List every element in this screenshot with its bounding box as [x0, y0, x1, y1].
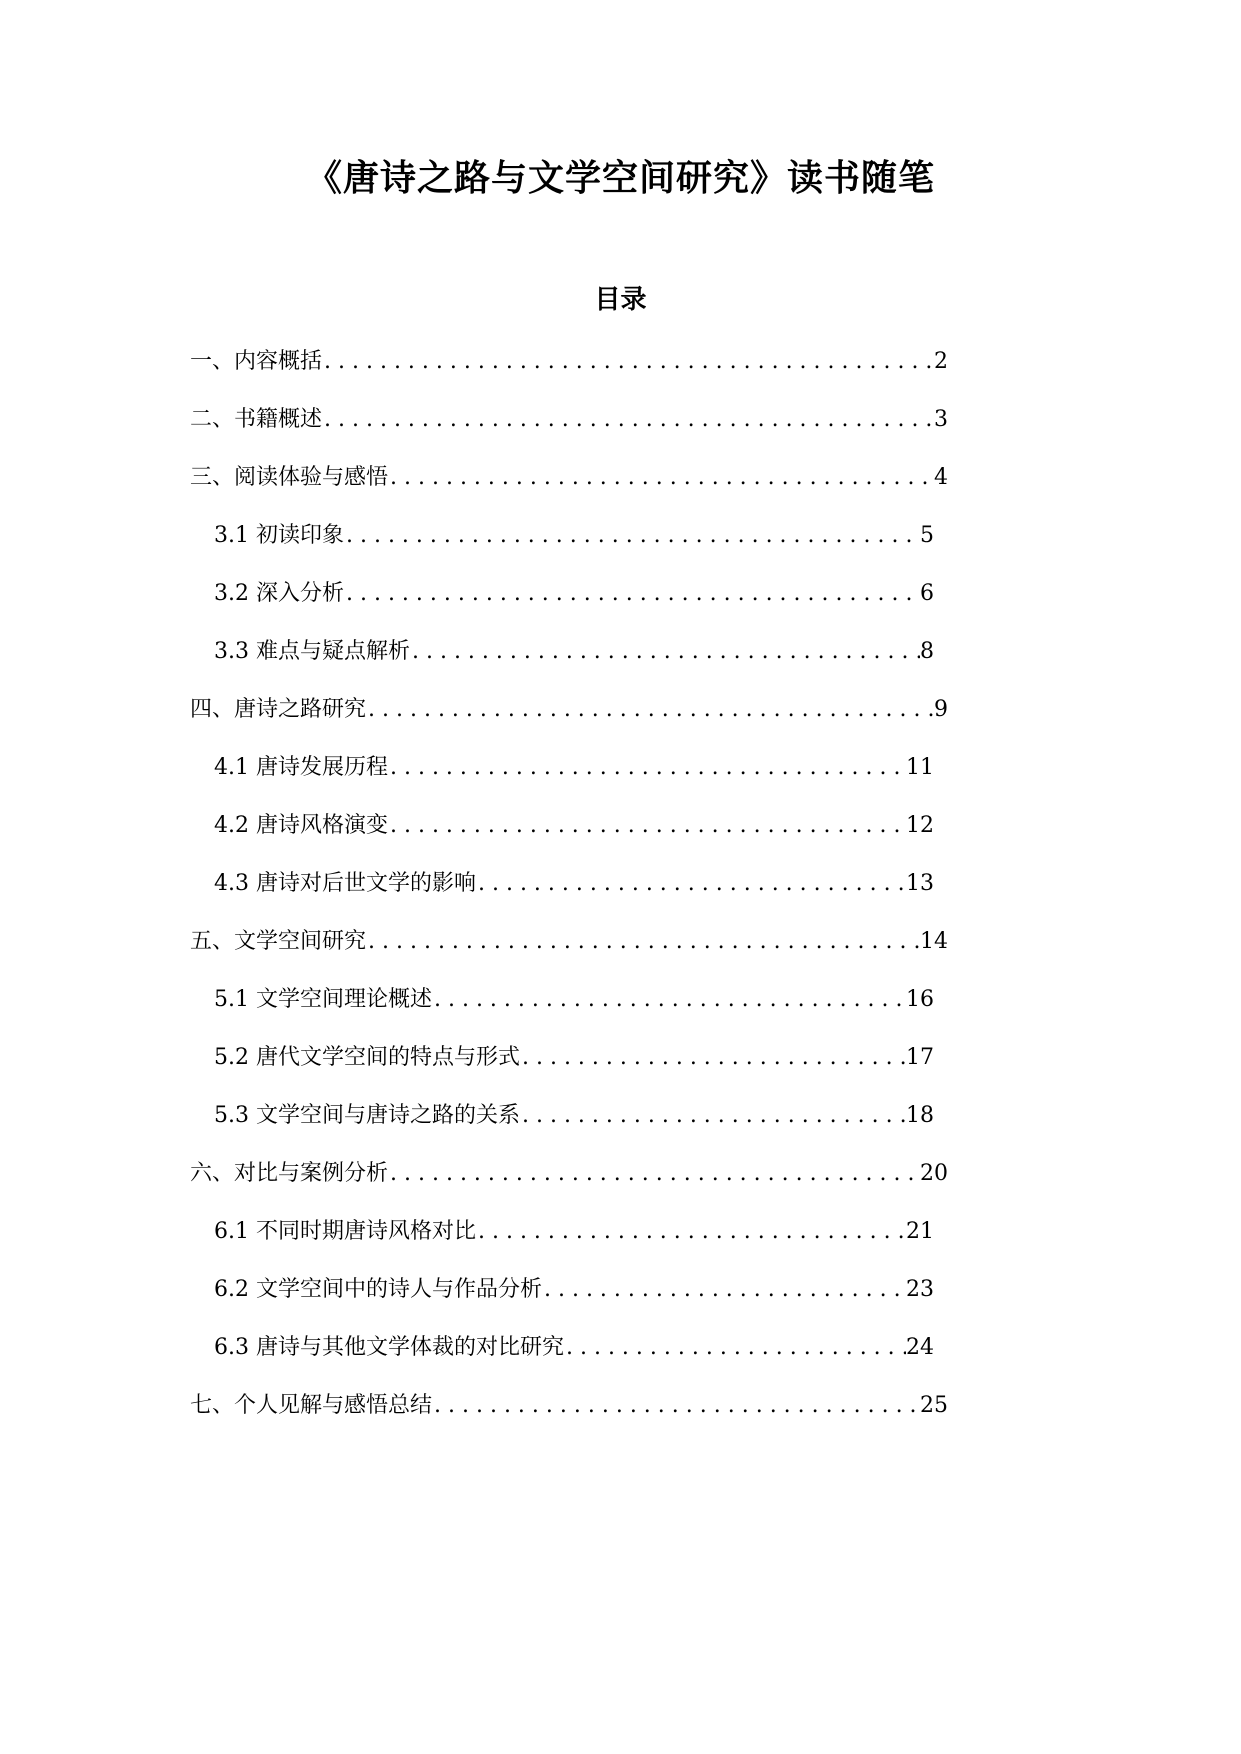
toc-entry[interactable]: [214, 980, 934, 1020]
toc-entry-label: 4.2 唐诗风格演变: [214, 813, 388, 838]
toc-entry-label: 6.1 不同时期唐诗风格对比: [214, 1219, 476, 1244]
toc-dot-leader: [366, 922, 920, 962]
toc-entry-label: 二、书籍概述: [190, 407, 323, 432]
toc-entry-page: 3: [934, 407, 948, 432]
toc-entry-page: 24: [906, 1335, 934, 1360]
toc-dot-leader: [564, 1328, 906, 1368]
toc-dot-leader: [388, 1154, 920, 1194]
toc-entry[interactable]: [190, 458, 948, 498]
toc-entry[interactable]: [190, 1154, 948, 1194]
toc-entry-page: 6: [920, 581, 934, 606]
toc-heading: 目录: [594, 285, 647, 315]
toc-dot-leader: [410, 632, 920, 672]
toc-entry-label: 三、阅读体验与感悟: [190, 465, 389, 490]
toc-dot-leader: [366, 690, 934, 730]
toc-entry[interactable]: [190, 342, 948, 382]
toc-entry-page: 2: [934, 349, 948, 374]
toc-entry-page: 14: [920, 929, 948, 954]
toc-dot-leader: [432, 980, 906, 1020]
toc-entry[interactable]: [214, 1096, 934, 1136]
toc-entry-page: 16: [906, 987, 934, 1012]
toc-entry-label: 4.1 唐诗发展历程: [214, 755, 388, 780]
toc-entry-label: 6.3 唐诗与其他文学体裁的对比研究: [214, 1335, 564, 1360]
toc-entry-label: 六、对比与案例分析: [190, 1161, 389, 1186]
toc-entry-label: 四、唐诗之路研究: [190, 697, 367, 722]
toc-entry-page: 18: [906, 1103, 934, 1128]
toc-entry[interactable]: [214, 574, 934, 614]
toc-entry[interactable]: [214, 748, 934, 788]
toc-dot-leader: [476, 1212, 906, 1252]
toc-dot-leader: [322, 342, 934, 382]
toc-entry[interactable]: [190, 922, 948, 962]
toc-entry[interactable]: [214, 1212, 934, 1252]
toc-entry-page: 11: [906, 755, 934, 780]
toc-entry-page: 5: [920, 523, 934, 548]
toc-entry-label: 5.2 唐代文学空间的特点与形式: [214, 1045, 520, 1070]
toc-entry-label: 5.1 文学空间理论概述: [214, 987, 432, 1012]
toc-dot-leader: [344, 516, 920, 556]
toc-entry-label: 5.3 文学空间与唐诗之路的关系: [214, 1103, 520, 1128]
toc-entry[interactable]: [214, 864, 934, 904]
toc-entry-page: 13: [906, 871, 934, 896]
toc-dot-leader: [520, 1096, 906, 1136]
toc-entry[interactable]: [214, 806, 934, 846]
toc-dot-leader: [432, 1386, 920, 1426]
toc-dot-leader: [388, 806, 906, 846]
toc-entry-label: 3.2 深入分析: [214, 581, 344, 606]
toc-entry[interactable]: [214, 516, 934, 556]
toc-entry-page: 25: [920, 1393, 948, 1418]
toc-entry-label: 6.2 文学空间中的诗人与作品分析: [214, 1277, 542, 1302]
toc-entry-page: 12: [906, 813, 934, 838]
toc-entry-page: 4: [934, 465, 948, 490]
toc-entry[interactable]: [214, 1038, 934, 1078]
toc-entry-label: 七、个人见解与感悟总结: [190, 1393, 433, 1418]
document-title: 《唐诗之路与文学空间研究》读书随笔: [305, 157, 935, 199]
toc-entry-page: 23: [906, 1277, 934, 1302]
toc-entry[interactable]: [190, 1386, 948, 1426]
toc-entry-page: 20: [920, 1161, 948, 1186]
toc-dot-leader: [388, 458, 934, 498]
toc-entry-page: 9: [934, 697, 948, 722]
toc-dot-leader: [388, 748, 906, 788]
toc-dot-leader: [542, 1270, 906, 1310]
toc-entry-page: 8: [920, 639, 934, 664]
toc-entry-page: 21: [906, 1219, 934, 1244]
toc-dot-leader: [322, 400, 934, 440]
toc-entry-label: 3.3 难点与疑点解析: [214, 639, 410, 664]
toc-entry[interactable]: [214, 632, 934, 672]
toc-dot-leader: [476, 864, 906, 904]
toc-entry-label: 一、内容概括: [190, 349, 323, 374]
toc-dot-leader: [520, 1038, 906, 1078]
toc-entry-label: 五、文学空间研究: [190, 929, 367, 954]
toc-entry-label: 3.1 初读印象: [214, 523, 344, 548]
toc-entry-page: 17: [906, 1045, 934, 1070]
toc-entry[interactable]: [190, 690, 948, 730]
toc-dot-leader: [344, 574, 920, 614]
toc-entry[interactable]: [214, 1328, 934, 1368]
toc-entry[interactable]: [190, 400, 948, 440]
toc-entry-label: 4.3 唐诗对后世文学的影响: [214, 871, 476, 896]
toc-entry[interactable]: [214, 1270, 934, 1310]
